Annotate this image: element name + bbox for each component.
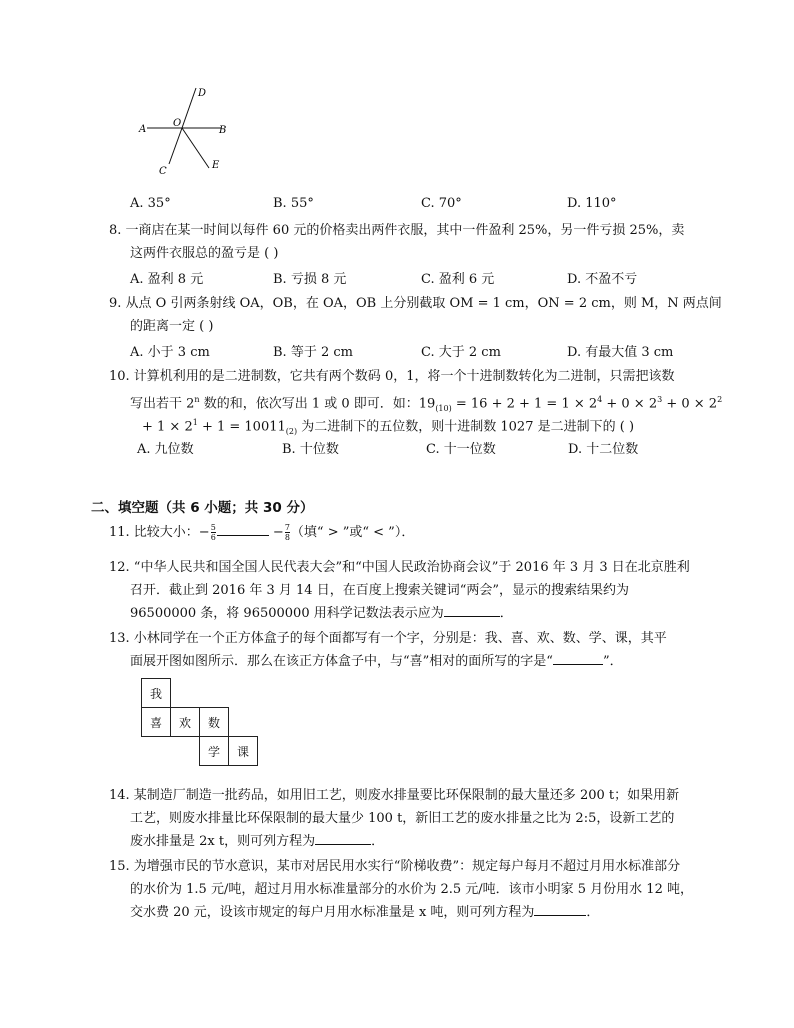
q12-line3 xyxy=(130,603,513,625)
q8-line1: 8. 一商店在某一时间以每件 60 元的价格卖出两件衣服，其中一件盈利 25%，另一件亏损 25%，卖 xyxy=(109,223,685,238)
q15-line1: 15. 为增强市民的节水意识，某市对居民用水实行“阶梯收费”：规定每户每月不超过月用水标准部分 xyxy=(109,859,681,874)
q15-text: ． xyxy=(586,905,600,920)
section-heading: 二、填空题（共 6 小题；共 30 分） xyxy=(91,500,314,516)
q11 xyxy=(109,522,414,544)
q7-option-b[interactable]: B. 55° xyxy=(273,196,314,211)
q9-line2: 的距离一定 ( ) xyxy=(130,319,214,334)
q10-text: 数的和，依次写出 1 或 0 即可．如：19 xyxy=(199,396,436,412)
q11-answer-blank[interactable] xyxy=(217,522,269,536)
q14-text: ． xyxy=(371,834,385,849)
q9-option-b[interactable]: B. 等于 2 cm xyxy=(273,345,353,360)
q9-option-c[interactable]: C. 大于 2 cm xyxy=(421,345,501,360)
q10-text: 为二进制下的五位数，则十进制数 1027 是二进制下的 ( ) xyxy=(297,419,635,435)
q10-text: + 1 = 10011 xyxy=(197,419,286,435)
q8-option-c[interactable]: C. 盈利 6 元 xyxy=(421,272,495,287)
q11-text: 11. 比较大小：− xyxy=(109,525,210,540)
q7-option-c[interactable]: C. 70° xyxy=(421,196,462,211)
q11-fraction-1: $\frac{5}{6}$ xyxy=(210,523,216,542)
q12-line2: 召开．截止到 2016 年 3 月 14 日，在百度上搜索关键词“两会”，显示的搜索结果约为 xyxy=(130,583,629,598)
q10-text: + 0 × 2 xyxy=(602,396,658,412)
q11-text: − xyxy=(268,525,284,540)
q11-fraction-2: $\frac{7}{8}$ xyxy=(284,523,290,542)
q14-line2: 工艺，则废水排量比环保限制的最大量少 100 t，新旧工艺的废水排量之比为 2:5，设新工艺的 xyxy=(130,811,675,826)
q10-line1: 10. 计算机利用的是二进制数，它共有两个数码 0，1，将一个十进制数转化为二进制，只需把该数 xyxy=(109,369,675,384)
q7-option-d[interactable]: D. 110° xyxy=(567,196,617,211)
q10-option-a[interactable]: A. 九位数 xyxy=(137,442,194,457)
net-face-xue: 学 xyxy=(199,736,229,766)
q13-line2 xyxy=(130,651,623,673)
ray-oc xyxy=(169,128,182,164)
q11-text: （填“ > ”或“ < ”）． xyxy=(290,525,415,540)
label-b: B xyxy=(219,125,227,136)
q9-option-a[interactable]: A. 小于 3 cm xyxy=(130,345,210,360)
q10-option-c[interactable]: C. 十一位数 xyxy=(426,442,496,457)
net-face-shu: 数 xyxy=(199,707,229,737)
q13-answer-blank[interactable] xyxy=(553,651,603,665)
q13-text: 面展开图如图所示．那么在该正方体盒子中，与“喜”相对的面所写的字是“ xyxy=(130,654,553,669)
label-d: D xyxy=(198,88,207,99)
q15-line2: 的水价为 1.5 元/吨，超过月用水标准量部分的水价为 2.5 元/吨．该市小明家 5 月份用水 12 吨， xyxy=(130,882,693,897)
ray-od xyxy=(182,88,196,128)
q15-line3 xyxy=(130,902,599,924)
q10-sup: 1 xyxy=(192,418,198,427)
label-a: A xyxy=(139,124,147,135)
net-face-huan: 欢 xyxy=(170,707,200,737)
net-face-xi: 喜 xyxy=(141,707,171,737)
q8-options xyxy=(130,268,690,288)
q9-option-d[interactable]: D. 有最大值 3 cm xyxy=(567,345,674,360)
q14-line1: 14. 某制造厂制造一批药品，如用旧工艺，则废水排量要比环保限制的最大量还多 200 t；如果用新 xyxy=(109,788,680,803)
q10-text: = 16 + 2 + 1 = 1 × 2 xyxy=(451,396,598,412)
q10-sup-n: n xyxy=(194,395,200,404)
q10-options xyxy=(137,438,697,458)
q9-line1: 9. 从点 O 引两条射线 OA，OB，在 OA，OB 上分别截取 OM = 1 cm，ON = 2 cm，则 M，N 两点间 xyxy=(109,296,722,311)
q10-sup: 2 xyxy=(717,395,723,404)
q10-sup: 3 xyxy=(657,395,663,404)
q10-option-d[interactable]: D. 十二位数 xyxy=(568,442,639,457)
q10-sup: 4 xyxy=(597,395,603,404)
net-face-wo: 我 xyxy=(141,678,171,708)
q8-line2: 这两件衣服总的盈亏是 ( ) xyxy=(130,246,279,261)
q7-option-a[interactable]: A. 35° xyxy=(130,196,171,211)
q8-option-d[interactable]: D. 不盈不亏 xyxy=(567,272,638,287)
q10-option-b[interactable]: B. 十位数 xyxy=(282,442,339,457)
label-e: E xyxy=(212,160,220,171)
q13-text: ”． xyxy=(602,654,623,669)
q12-answer-blank[interactable] xyxy=(444,603,500,617)
q9-options xyxy=(130,341,690,361)
q10-sub-10: (10) xyxy=(435,403,452,413)
q14-line3 xyxy=(130,831,384,853)
q15-text: 交水费 20 元，设该市规定的每户月用水标准量是 x 吨，则可列方程为 xyxy=(130,905,535,920)
label-o: O xyxy=(173,118,182,129)
q15-answer-blank[interactable] xyxy=(534,902,586,916)
q14-answer-blank[interactable] xyxy=(315,831,371,845)
q10-sub-2: (2) xyxy=(285,426,298,436)
q12-line1: 12. “中华人民共和国全国人民代表大会”和“中国人民政治协商会议”于 2016 年 3 月 3 日在北京胜利 xyxy=(109,560,690,575)
q8-option-a[interactable]: A. 盈利 8 元 xyxy=(130,272,204,287)
q7-options xyxy=(130,196,690,216)
ray-oe xyxy=(182,128,209,168)
q13-line1: 13. 小林同学在一个正方体盒子的每个面都写有一个字，分别是：我、喜、欢、数、学、课，其平 xyxy=(109,631,667,646)
angle-figure xyxy=(135,82,245,182)
q14-text: 废水排量是 2x t，则可列方程为 xyxy=(130,834,316,849)
q10-text: 写出若干 2 xyxy=(130,396,195,412)
label-c: C xyxy=(159,166,167,177)
net-face-ke: 课 xyxy=(228,736,258,766)
q10-text: + 1 × 2 xyxy=(142,419,193,435)
q12-text: ． xyxy=(499,606,513,621)
q8-option-b[interactable]: B. 亏损 8 元 xyxy=(273,272,347,287)
q10-text: + 0 × 2 xyxy=(662,396,718,412)
q12-text: 96500000 条，将 96500000 用科学记数法表示应为 xyxy=(130,606,444,621)
